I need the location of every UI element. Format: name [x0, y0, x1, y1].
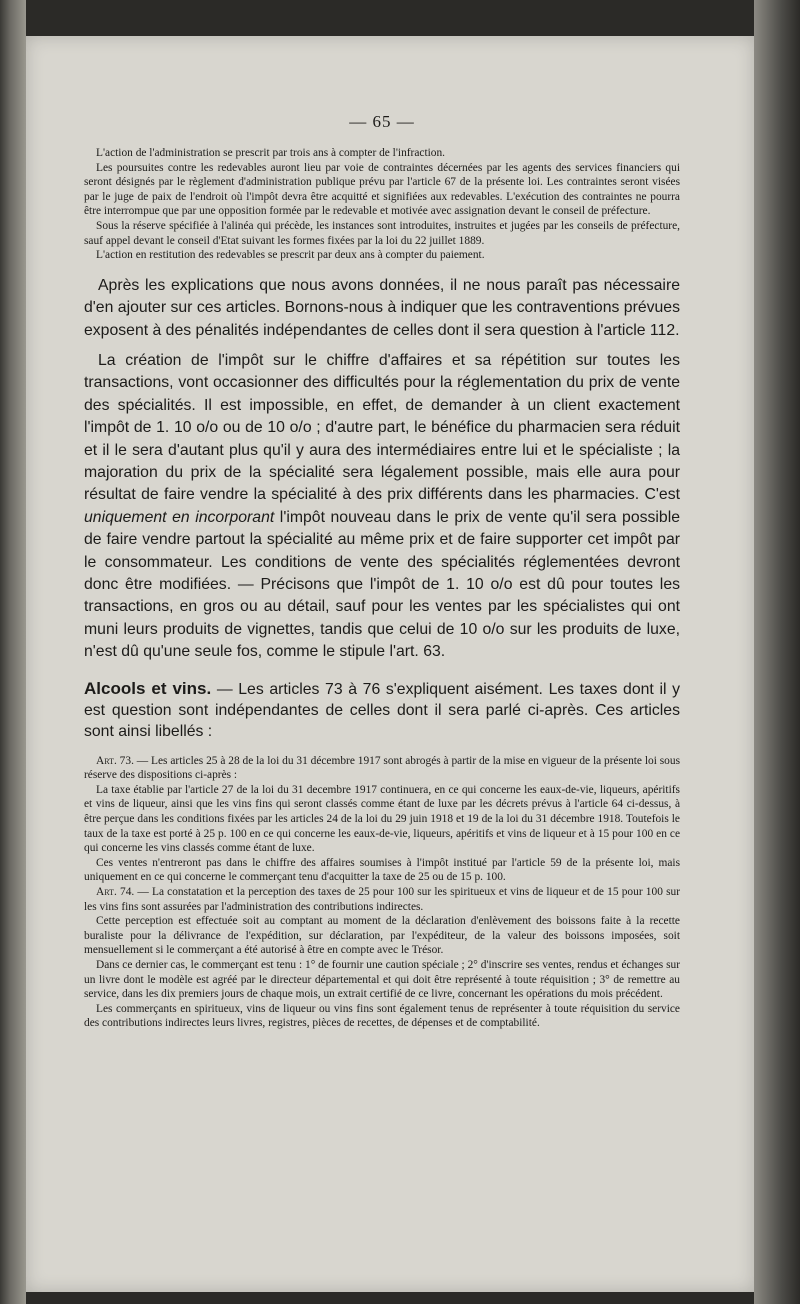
page-binding-shadow: [754, 0, 800, 1304]
section-heading: Alcools et vins.: [84, 678, 212, 698]
law-excerpt-top: [84, 146, 680, 263]
article-text: Dans ce dernier cas, le commerçant est tenu : 1° de fournir une caution spéciale ; 2° d'inscrire ses ventes, rendus et échanges sur un livre dont le modèle est agréé par le directeur départemental et qui doit être représenté à toute réquisition ; 3° de remettre au service, dans les dix premiers jours de chaque mois, un extrait certifié de ce livre, concernant les opérations du mois précédent.: [84, 958, 680, 1001]
article-paragraph: [84, 958, 680, 1002]
commentary-text: La création de l'impôt sur le chiffre d'affaires et sa répétition sur toutes les transactions, vont occasionner des difficultés pour la réglementation du prix de vente des spécialités. Il est impossible, en effet, de demander à un client exactement l'impôt de 1. 10 o/o ou de 10 o/o ; d'autre part, le bénéfice du pharmacien sera réduit et il le sera d'autant plus qu'il y aura des intermédiaires entre lui et le spécialiste ; la majoration du prix de la spécialité sera légalement possible, mais elle aura pour résultat de faire vendre la spécialité à des prix différents dans les pharmacies. C'est: [84, 351, 680, 504]
article-paragraph: [84, 914, 680, 958]
article-paragraph: [84, 783, 680, 856]
law-paragraph: L'action en restitution des redevables se prescrit par deux ans à compter du paiement.: [96, 249, 485, 262]
article-paragraph: [84, 885, 680, 914]
article-text: — La constatation et la perception des taxes de 25 pour 100 sur les spiritueux et vins de liqueur et de 15 pour 100 sur les vins fins sont assurées par l'administration des contributions indirectes.: [84, 886, 680, 913]
articles-block: [84, 754, 680, 1031]
article-text: — Les articles 25 à 28 de la loi du 31 décembre 1917 sont abrogés à partir de la mise en vigueur de la présente loi sous réserve des dispositions ci-après :: [84, 754, 680, 782]
previous-page-edge: [0, 0, 26, 1304]
section-intro-text: — Les articles 73 à 76 s'expliquent aisément. Les taxes dont il y est question sont indépendantes de celles dont il sera parlé ci-après. Ces articles sont ainsi libellés :: [84, 680, 680, 740]
commentary-emphasis: uniquement en incorporant: [84, 508, 275, 526]
book-page: [26, 36, 754, 1292]
commentary-paragraph-2: [84, 350, 680, 664]
article-text: Ces ventes n'entreront pas dans le chiffre des affaires soumises à l'impôt institué par l'article 59 de la présente loi, mais uniquement en ce qui concerne le commerçant tenu d'acquitter la taxe de 25 ou de 15 p. 100.: [84, 856, 680, 884]
article-paragraph: [84, 1002, 680, 1031]
law-paragraph: Sous la réserve spécifiée à l'alinéa qui précède, les instances sont introduites, instruites et jugées par les conseils de préfecture, sauf appel devant le conseil d'Etat suivant les formes fixées par la loi du 22 juillet 1889.: [84, 219, 680, 247]
section-intro: [84, 678, 680, 742]
alcools-section: [84, 678, 680, 742]
article-paragraph: [84, 856, 680, 885]
article-text: Cette perception est effectuée soit au comptant au moment de la déclaration d'enlèvement des boissons faite à la recette buraliste pour la délivrance de l'expédition, sur déclaration, par l'expéditeur, de la valeur des boissons imposées, soit mensuellement si le commerçant a été autorisé à être en compte avec le Trésor.: [84, 915, 680, 957]
law-paragraph: L'action de l'administration se prescrit par trois ans à compter de l'infraction.: [96, 147, 446, 159]
commentary-text: l'impôt nouveau dans le prix de vente qu'il sera possible de faire vendre partout la spécialité au même prix et de faire supporter cet impôt par le consommateur. Les conditions de vente des spécialités réglementées devront donc être modifiées. — Précisons que l'impôt de 1. 10 o/o est dû pour toutes les transactions, en gros ou au détail, sauf pour les ventes par les spécialistes qui ont muni leurs produits de vignettes, tandis que celui de 10 o/o sur les produits de luxe, n'est dû qu'une seule fos, comme le stipule l'art. 63.: [84, 508, 681, 661]
article-text: La taxe établie par l'article 27 de la loi du 31 decembre 1917 continuera, en ce qui concerne les eaux-de-vie, liqueurs, apéritifs et vins de liqueur, ainsi que les vins fins qui seront classés comme étant de luxe par les décrets prévus à l'article 64 ci-dessus, à être perçue dans les conditions fixées par les articles 24 de la loi du 29 juin 1918 et 19 de la loi du 31 décembre 1918. Toutefois le taux de la taxe est porté à 25 p. 100 en ce qui concerne les eaux-de-vie, liqueurs, apéritifs et vins de liqueur et à 15 pour 100 en ce qui concerne les vins classés comme étant de luxe.: [84, 783, 680, 855]
article-number: Art. 73.: [96, 754, 134, 767]
page-content: [84, 112, 681, 1031]
article-number: Art. 74.: [96, 886, 135, 898]
commentary-paragraph-1: Après les explications que nous avons données, il ne nous paraît pas nécessaire d'en ajouter sur ces articles. Bornons-nous à indiquer que les contraventions prévues exposent à des pénalités indépendantes de celles dont il sera question à l'article 112.: [84, 276, 680, 339]
article-text: Les commerçants en spiritueux, vins de liqueur ou vins fins sont également tenus de représenter à toute réquisition du service des contributions indirectes leurs livres, registres, pièces de recettes, de dépenses et de comptabilité.: [84, 1002, 680, 1030]
law-paragraph: Les poursuites contre les redevables auront lieu par voie de contraintes décernées par les agents des services financiers qui seront désignés par le règlement d'administration publique prévu par l'article 67 de la présente loi. Les contraintes seront visées par le juge de paix de l'endroit où l'impôt devra être acquitté et signifiées aux redevables. L'exécution des contraintes ne pourra être interrompue que par une opposition formée par le redevable et motivée avec assignation devant le conseil de préfecture.: [84, 161, 680, 218]
article-paragraph: [84, 754, 680, 783]
commentary: [84, 275, 680, 664]
page-number: — 65 —: [349, 112, 415, 131]
